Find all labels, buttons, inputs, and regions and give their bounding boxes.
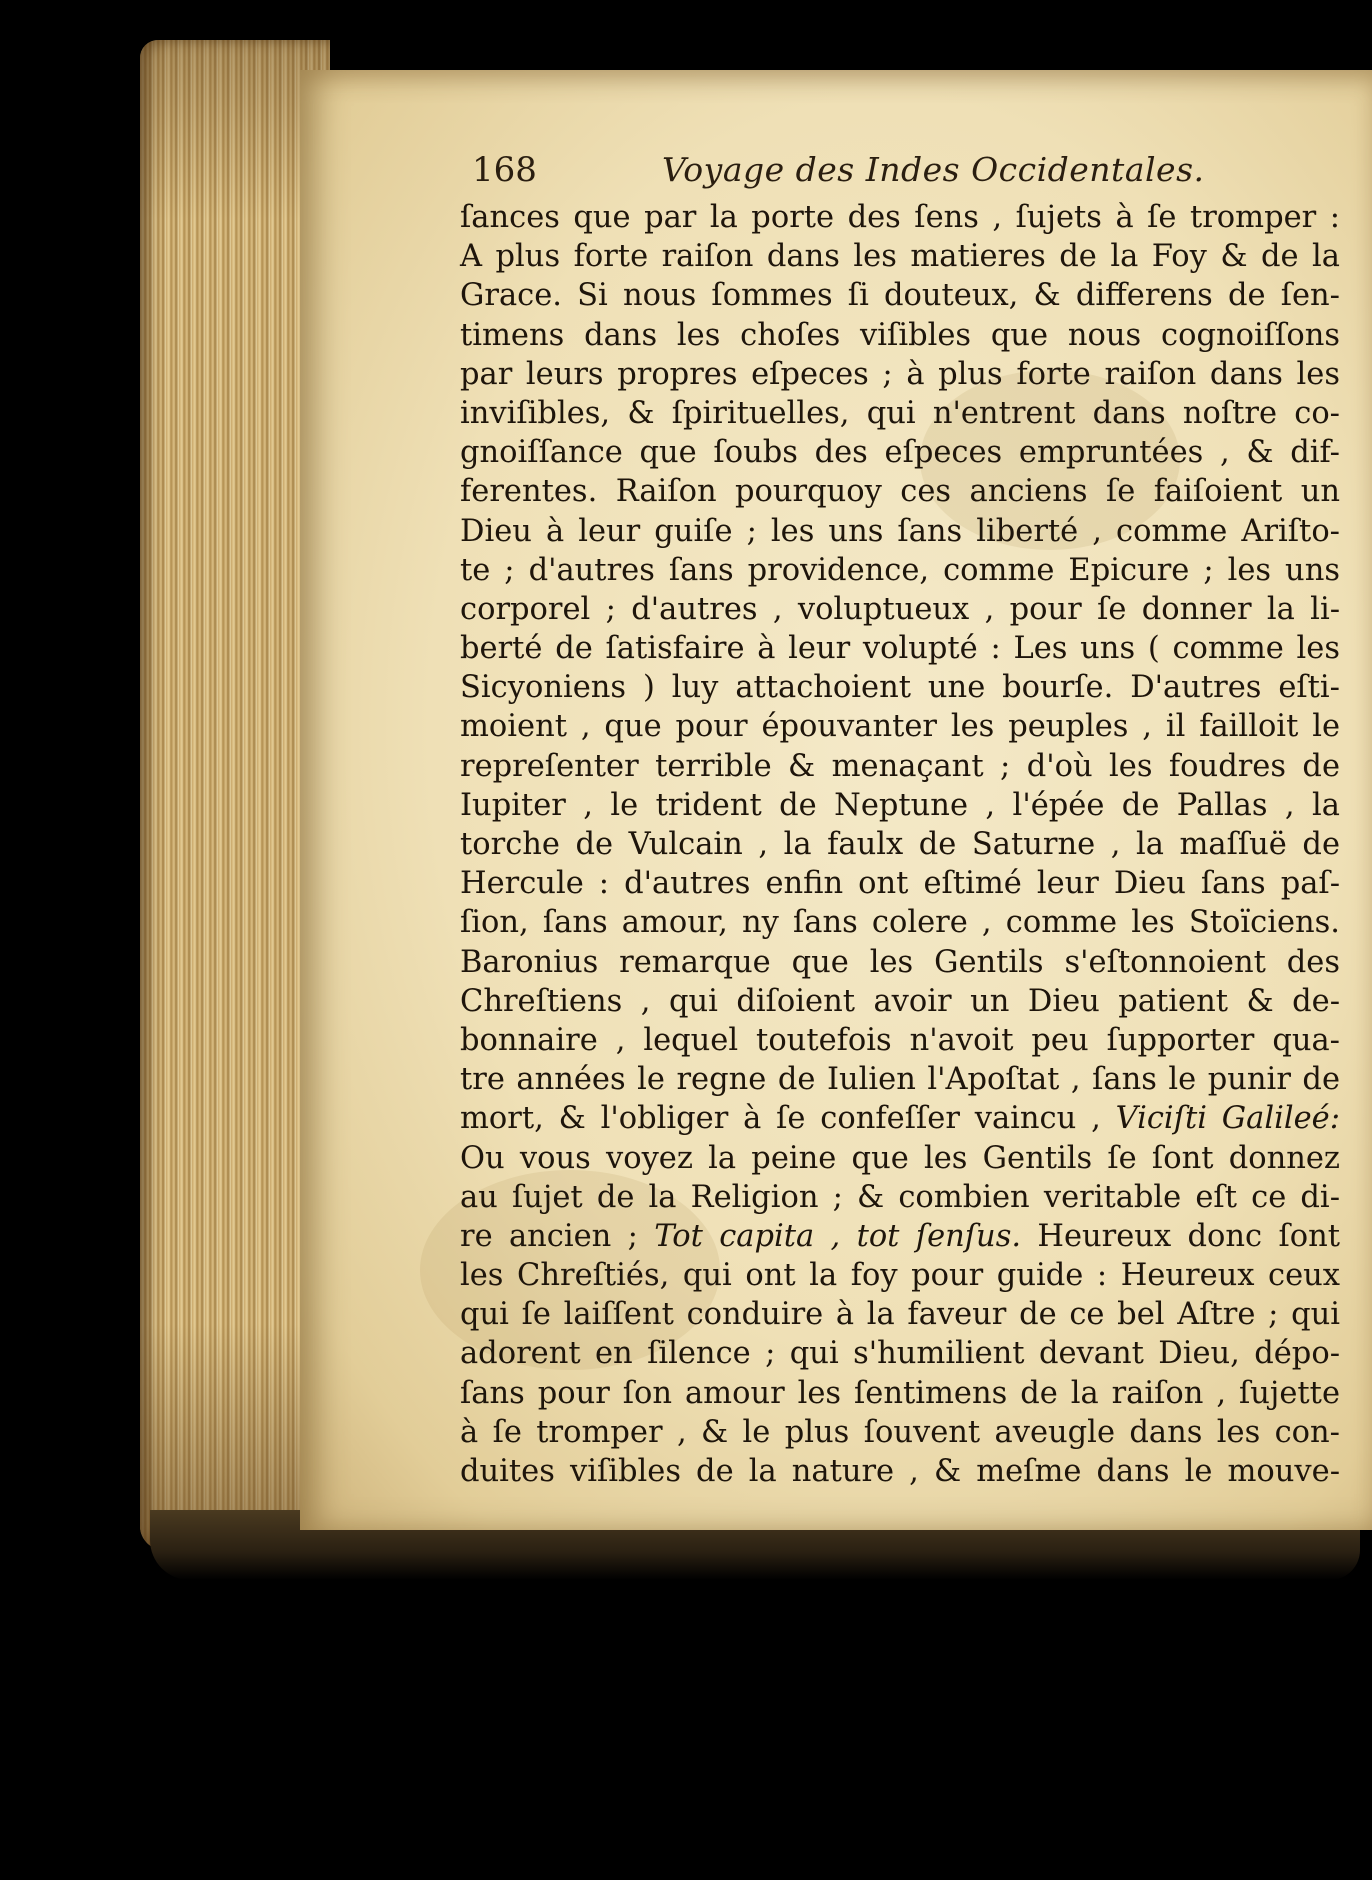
text-line: A plus forte raiſon dans les matieres de la Foy & de la bbox=[460, 239, 1340, 275]
text-line: Chreſtiens , qui diſoient avoir un Dieu patient & de- bbox=[460, 983, 1340, 1019]
text-line: Hercule : d'autres enfin ont eſtimé leur Dieu ſans paſ- bbox=[460, 866, 1340, 902]
text-line: Sicyoniens ) luy attachoient une bourſe. D'autres eſti- bbox=[460, 670, 1340, 706]
text-segment: re ancien ; bbox=[460, 1218, 638, 1254]
text-line: ſances que par la porte des ſens , ſujets à ſe tromper : bbox=[460, 200, 1340, 235]
text-line: les Chreſtiés, qui ont la foy pour guide : Heureux ceux bbox=[460, 1258, 1340, 1294]
text-line: tre années le regne de Iulien l'Apoſtat , ſans le punir de bbox=[460, 1062, 1340, 1098]
text-line: gnoiſſance que ſoubs des eſpeces empruntées , & dif- bbox=[460, 435, 1340, 471]
text-line: par leurs propres eſpeces ; à plus forte raiſon dans les bbox=[460, 356, 1340, 392]
text-line: berté de ſatisfaire à leur volupté : Les uns ( comme les bbox=[460, 631, 1340, 667]
text-line: Baronius remarque que les Gentils s'eſtonnoient des bbox=[460, 944, 1340, 980]
text-line: corporel ; d'autres , voluptueux , pour ſe donner la li- bbox=[460, 591, 1340, 627]
text-line: repreſenter terrible & menaçant ; d'où les foudres de bbox=[460, 748, 1340, 784]
text-line-with-quote bbox=[460, 1099, 1340, 1138]
text-line: moient , que pour épouvanter les peuples , il failloit le bbox=[460, 709, 1340, 745]
text-line: adorent en ſilence ; qui s'humilient devant Dieu, dépo- bbox=[460, 1336, 1340, 1372]
text-line: duites viſibles de la nature , & meſme dans le mouve- bbox=[460, 1454, 1340, 1489]
text-line: bonnaire , lequel toutefois n'avoit peu ſupporter qua- bbox=[460, 1022, 1340, 1058]
italic-quote: Viciſti Galileé: bbox=[1115, 1101, 1340, 1137]
text-line: Ou vous voyez la peine que les Gentils ſe ſont donnez bbox=[460, 1140, 1340, 1176]
text-line: ſans pour ſon amour les ſentimens de la raiſon , ſujette bbox=[460, 1375, 1340, 1411]
body-text bbox=[460, 198, 1340, 1491]
text-segment: Heureux donc ſont bbox=[1037, 1218, 1340, 1254]
text-line: te ; d'autres ſans providence, comme Epicure ; les uns bbox=[460, 552, 1340, 588]
text-line: timens dans les choſes viſibles que nous cognoiſſons bbox=[460, 317, 1340, 353]
text-line: torche de Vulcain , la faulx de Saturne , la maſſuë de bbox=[460, 827, 1340, 862]
text-line: au ſujet de la Religion ; & combien veritable eſt ce di- bbox=[460, 1179, 1340, 1215]
text-line: Dieu à leur guiſe ; les uns ſans liberté , comme Ariſto- bbox=[460, 513, 1340, 549]
text-line: Grace. Si nous ſommes ſi douteux, & differens de ſen- bbox=[460, 278, 1340, 314]
text-line: Iupiter , le trident de Neptune , l'épée de Pallas , la bbox=[460, 787, 1340, 823]
italic-quote: Tot capita , tot ſenſus. bbox=[654, 1218, 1022, 1254]
text-line: inviſibles, & ſpirituelles, qui n'entrent dans noſtre co- bbox=[460, 395, 1340, 431]
text-line: à ſe tromper , & le plus ſouvent aveugle dans les con- bbox=[460, 1414, 1340, 1450]
text-segment: mort, & l'obliger à ſe confeſſer vaincu , bbox=[460, 1101, 1101, 1137]
text-line: ſion, ſans amour, ny ſans colere , comme les Stoïciens. bbox=[460, 905, 1340, 941]
text-line: ferentes. Raiſon pourquoy ces anciens ſe faiſoient un bbox=[460, 474, 1340, 510]
book-page bbox=[300, 70, 1372, 1530]
running-title: Voyage des Indes Occidentales. bbox=[662, 150, 1205, 189]
text-line: qui ſe laiſſent conduire à la faveur de ce bel Aſtre ; qui bbox=[460, 1297, 1340, 1333]
page-number: 168 bbox=[472, 150, 537, 190]
text-line-with-quote bbox=[460, 1217, 1340, 1256]
